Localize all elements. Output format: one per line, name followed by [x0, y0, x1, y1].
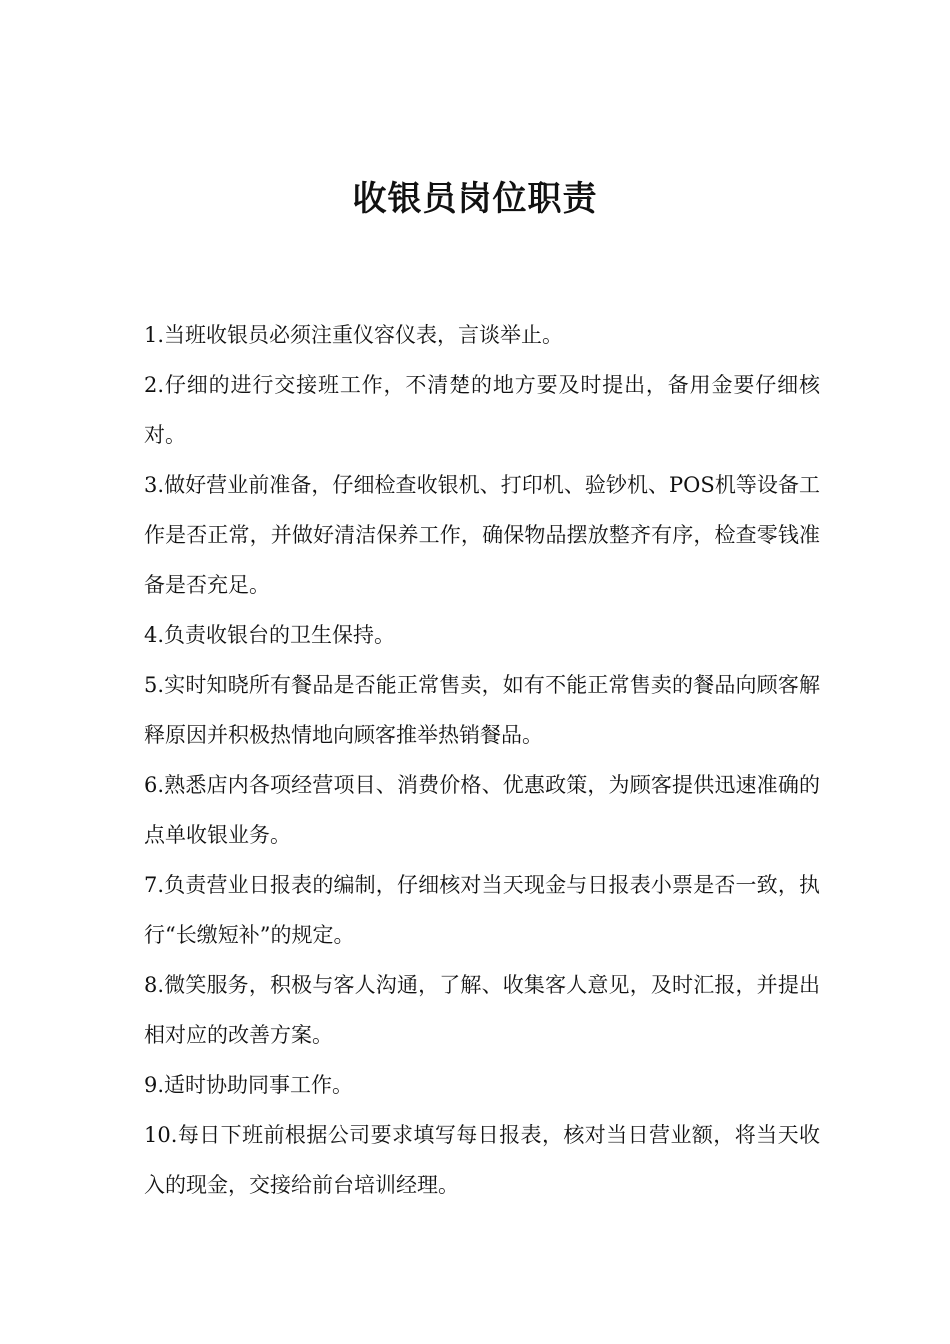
duty-item-5: 5.实时知晓所有餐品是否能正常售卖，如有不能正常售卖的餐品向顾客解释原因并积极热情地向顾客推举热销餐品。 — [144, 673, 820, 747]
duty-item-6: 6.熟悉店内各项经营项目、消费价格、优惠政策，为顾客提供迅速准确的点单收银业务。 — [144, 773, 820, 847]
duty-item-3: 3.做好营业前准备，仔细检查收银机、打印机、验钞机、POS机等设备工作是否正常，并做好清洁保养工作，确保物品摆放整齐有序，检查零钱准备是否充足。 — [144, 473, 820, 597]
duty-item-9: 9.适时协助同事工作。 — [144, 1073, 354, 1097]
page-title: 收银员岗位职责 — [352, 179, 598, 219]
duty-item-2: 2.仔细的进行交接班工作，不清楚的地方要及时提出，备用金要仔细核对。 — [144, 373, 820, 447]
duty-item-4: 4.负责收银台的卫生保持。 — [144, 623, 396, 647]
duty-item-8: 8.微笑服务，积极与客人沟通，了解、收集客人意见，及时汇报，并提出相对应的改善方案。 — [144, 973, 820, 1047]
duty-item-7: 7.负责营业日报表的编制，仔细核对当天现金与日报表小票是否一致，执行“长缴短补”的规定。 — [144, 873, 820, 947]
duty-item-1: 1.当班收银员必须注重仪容仪表，言谈举止。 — [144, 323, 564, 347]
duty-item-10: 10.每日下班前根据公司要求填写每日报表，核对当日营业额，将当天收入的现金，交接给前台培训经理。 — [144, 1123, 820, 1197]
duty-list — [144, 310, 820, 1210]
